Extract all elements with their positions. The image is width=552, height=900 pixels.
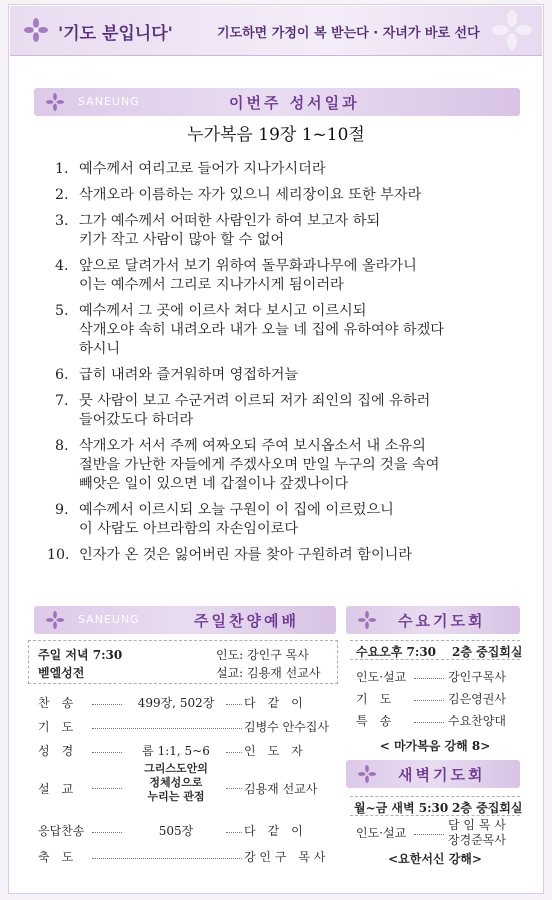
verse-text: 절반을 가난한 자들에게 주겠사오며 만일 누구의 것을 속여 — [79, 457, 440, 473]
leader-dots — [92, 728, 242, 729]
verse-number: 9. — [55, 502, 69, 518]
leader-dots — [92, 832, 122, 833]
verse-text: 이 사람도 아브라함의 자손임이로다 — [79, 521, 299, 537]
verse-item — [55, 366, 525, 385]
verse-text: 들어갔도다 하더라 — [79, 412, 194, 428]
verse-text: 예수께서 이르시되 오늘 구원이 이 집에 이르렀으니 — [79, 502, 394, 518]
verse-number: 5. — [55, 303, 69, 319]
brand-label: SANEUNG — [78, 613, 140, 626]
leader-dots — [226, 752, 242, 753]
section-title: 수요기도회 — [398, 612, 486, 630]
reading-section-header — [34, 88, 520, 116]
verse-item — [47, 546, 525, 565]
leader-dots — [92, 858, 242, 859]
flower-icon — [358, 611, 376, 629]
dawn-time: 월~금 새벽 5:30 — [354, 801, 449, 815]
leader-dots — [414, 678, 444, 679]
verse-item — [55, 302, 525, 359]
verse-text: 삭개오야 속히 내려오라 내가 오늘 네 집에 유하여야 하겠다 — [79, 322, 445, 338]
verse-number: 7. — [55, 393, 69, 409]
order-person: 김병수 안수집사 — [244, 720, 329, 734]
order-label: 인도·설교 — [356, 670, 407, 684]
order-person: 김용재 선교사 — [244, 782, 318, 796]
verse-text: 키가 작고 사람이 많아 할 수 없어 — [79, 232, 285, 248]
verse-text: 빼앗은 일이 있으면 네 갑절이나 갚겠나이다 — [79, 476, 349, 492]
wednesday-note: < 마가복음 강해 8> — [379, 739, 491, 753]
verse-number: 10. — [47, 547, 70, 563]
order-content: 505장 — [158, 824, 194, 838]
verse-item — [55, 501, 525, 539]
verse-number: 2. — [55, 187, 69, 203]
order-person: 수요찬양대 — [448, 714, 506, 728]
top-banner — [10, 6, 542, 56]
order-person: 다 같 이 — [244, 696, 303, 710]
leader-dots — [92, 788, 122, 789]
verse-item — [55, 186, 525, 205]
brand-label: SANEUNG — [78, 95, 140, 108]
order-content: 그리스도안의 정체성으로 누리는 관점 — [144, 762, 208, 803]
wednesday-time: 수요오후 7:30 — [356, 645, 437, 659]
leader-dots — [92, 752, 122, 753]
verse-text: 앞으로 달려가서 보기 위하여 돌무화과나무에 올라가니 — [79, 258, 417, 274]
verse-text: 그가 예수께서 어떠한 사람인가 하여 보고자 하되 — [79, 213, 381, 229]
banner-subtitle: 기도하면 가정이 복 받는다 · 자녀가 바로 선다 — [217, 26, 480, 41]
leader-dots — [92, 704, 122, 705]
verse-list — [47, 160, 525, 572]
passage-reference: 누가복음 19장 1~10절 — [187, 125, 365, 145]
verse-text: 뭇 사람이 보고 수군거려 이르되 저가 죄인의 집에 유하러 — [79, 393, 431, 409]
verse-item — [55, 160, 525, 179]
order-label: 기 도 — [38, 720, 74, 734]
flower-icon — [46, 93, 64, 111]
flower-icon — [492, 10, 532, 50]
sunday-preacher: 설교: 김용재 선교사 — [216, 666, 321, 680]
order-person: 강 인 구 목 사 — [244, 850, 326, 864]
order-label: 축 도 — [38, 850, 74, 864]
verse-item — [55, 257, 525, 295]
verse-item — [55, 212, 525, 250]
order-label: 성 경 — [38, 744, 74, 758]
sunday-time: 주일 저녁 7:30 — [38, 648, 123, 662]
dawn-place: 2층 중집회실 — [452, 801, 523, 815]
sunday-leader: 인도: 강인구 목사 — [216, 648, 309, 662]
flower-icon — [358, 765, 376, 783]
verse-text: 삭개오라 이름하는 자가 있으니 세리장이요 또한 부자라 — [79, 187, 422, 203]
banner-title: '기도 분입니다' — [58, 24, 173, 44]
order-person: 강인구목사 — [448, 670, 506, 684]
order-person: 인 도 자 — [244, 744, 303, 758]
dawn-prayer-header — [346, 760, 520, 788]
order-content: 499장, 502장 — [137, 696, 215, 710]
verse-item — [55, 437, 525, 494]
flower-icon — [46, 611, 64, 629]
verse-text: 이는 예수께서 그리로 지나가시게 됨이러라 — [79, 277, 344, 293]
leader-dots — [414, 700, 444, 701]
verse-text: 인자가 온 것은 잃어버린 자를 찾아 구원하려 함이니라 — [79, 547, 413, 563]
sunday-place: 벧엘성전 — [38, 666, 85, 680]
verse-text: 예수께서 여리고로 들어가 지나가시더라 — [79, 161, 326, 177]
verse-text: 급히 내려와 즐거워하며 영접하거늘 — [79, 367, 299, 383]
dawn-person-2: 장경준목사 — [448, 833, 506, 847]
order-label: 설 교 — [38, 782, 74, 796]
verse-number: 1. — [55, 161, 69, 177]
verse-number: 4. — [55, 258, 69, 274]
dawn-label: 인도·설교 — [356, 826, 407, 840]
verse-number: 6. — [55, 367, 69, 383]
leader-dots — [226, 788, 242, 789]
order-label: 기 도 — [356, 692, 392, 706]
verse-number: 8. — [55, 438, 69, 454]
section-title: 새벽기도회 — [398, 766, 486, 784]
verse-item — [55, 392, 525, 430]
sunday-service-header — [34, 606, 336, 634]
leader-dots — [226, 704, 242, 705]
verse-text: 삭개오가 서서 주께 여짜오되 주여 보시옵소서 내 소유의 — [79, 438, 426, 454]
order-label: 특 송 — [356, 714, 392, 728]
leader-dots — [414, 722, 444, 723]
leader-dots — [226, 832, 242, 833]
verse-number: 3. — [55, 213, 69, 229]
dawn-note: <요한서신 강해> — [388, 852, 482, 866]
wednesday-prayer-header — [346, 606, 520, 634]
verse-text: 하시니 — [79, 341, 121, 357]
order-person: 김은영권사 — [448, 692, 506, 706]
section-title: 이번주 성서일과 — [229, 94, 360, 112]
section-title: 주일찬양예배 — [194, 612, 299, 630]
leader-dots — [414, 834, 444, 835]
verse-text: 예수께서 그 곳에 이르사 쳐다 보시고 이르시되 — [79, 303, 367, 319]
order-content: 롬 1:1, 5~6 — [142, 744, 210, 758]
wednesday-place: 2층 중집회실 — [452, 645, 523, 659]
order-label: 찬 송 — [38, 696, 74, 710]
flower-icon — [24, 18, 48, 42]
order-label: 응답찬송 — [38, 824, 85, 838]
dawn-person-1: 담 임 목 사 — [448, 818, 506, 832]
order-person: 다 같 이 — [244, 824, 303, 838]
